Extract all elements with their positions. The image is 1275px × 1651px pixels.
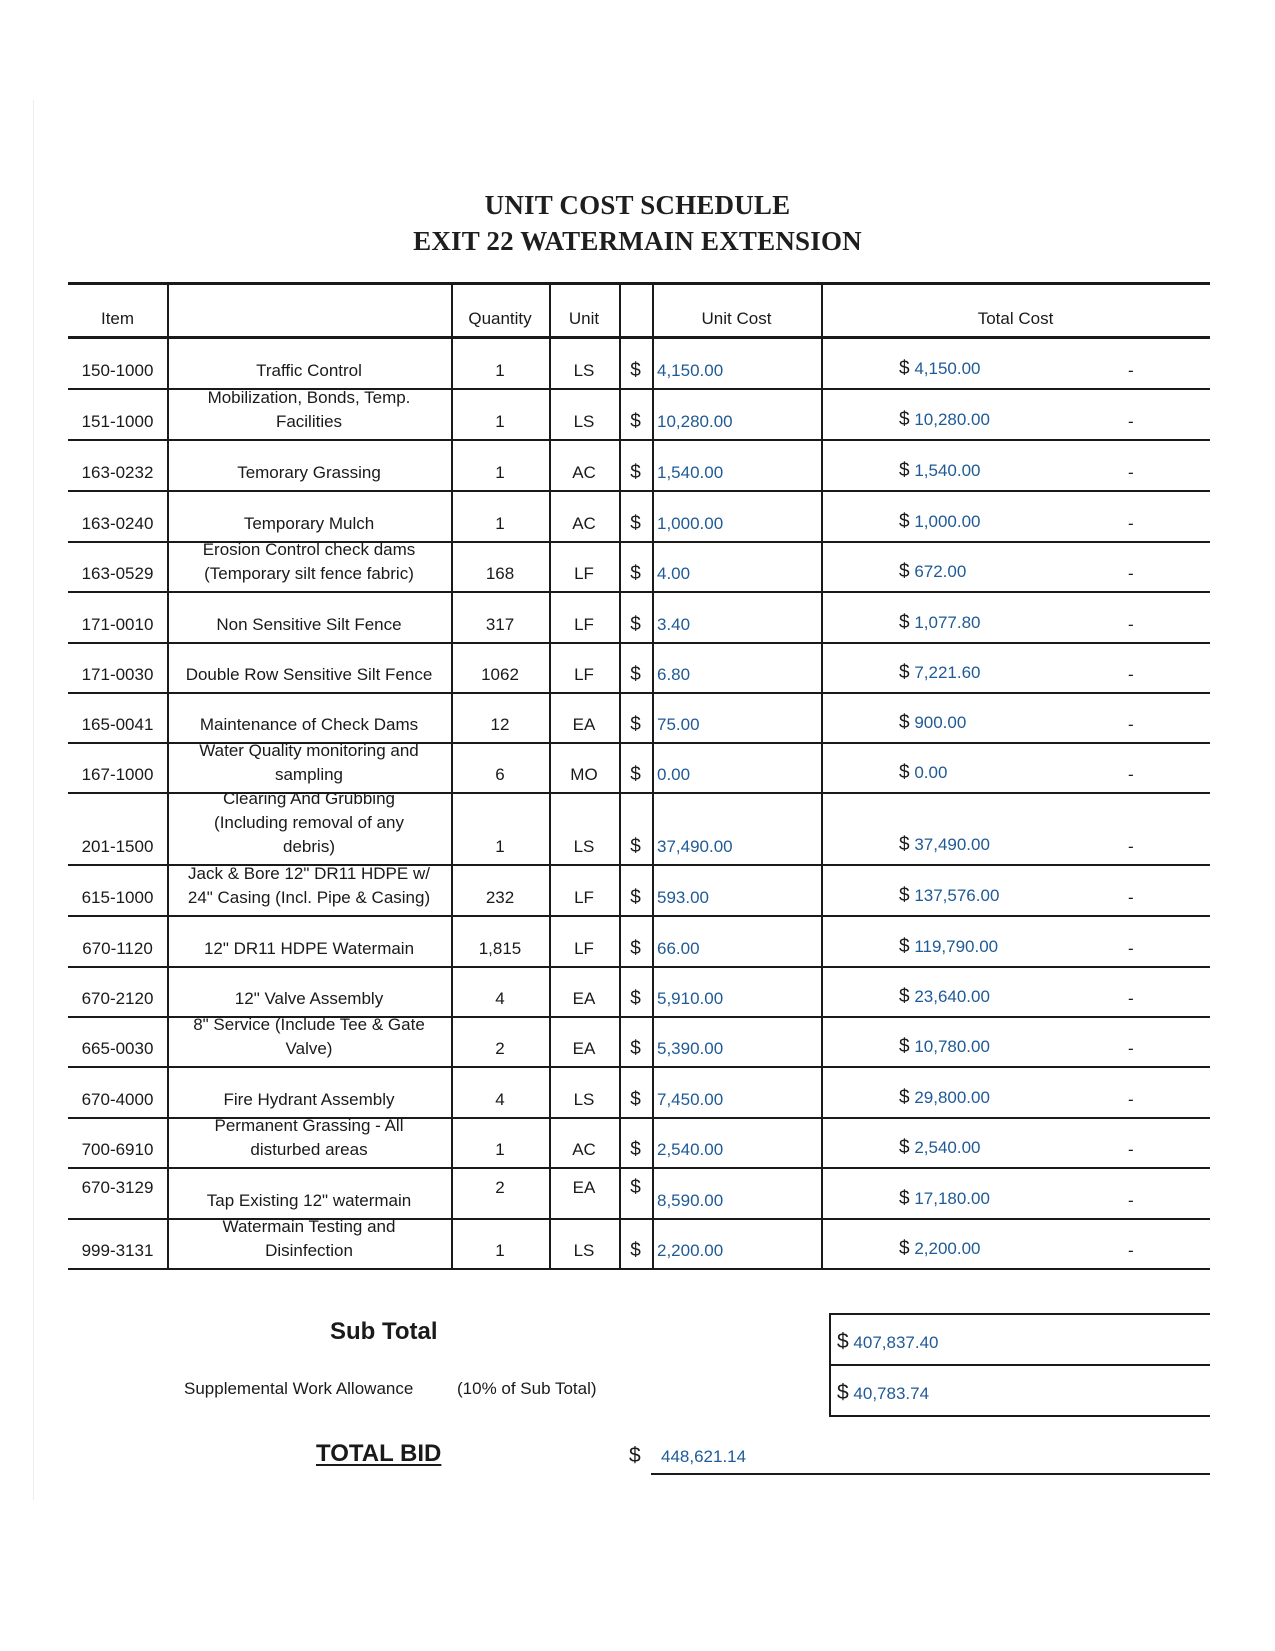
- cell-unit: LF: [574, 615, 594, 634]
- document-subtitle: EXIT 22 WATERMAIN EXTENSION: [413, 226, 862, 256]
- cell-quantity: 1: [495, 1140, 505, 1159]
- cell-description: 12" Valve Assembly: [234, 989, 384, 1008]
- row-divider: [68, 490, 1210, 492]
- cell-item-number: 670-1120: [82, 939, 153, 958]
- header-quantity: Quantity: [468, 309, 532, 328]
- row-divider: [68, 1066, 1210, 1068]
- column-divider-total-cost: [821, 282, 823, 1268]
- dollar-sign: $: [899, 1137, 910, 1158]
- cell-dash: -: [1128, 665, 1134, 684]
- cell-quantity: 4: [495, 989, 505, 1008]
- dollar-sign: $: [899, 460, 910, 481]
- cell-currency-symbol: $: [630, 1089, 641, 1110]
- row-divider: [68, 915, 1210, 917]
- dollar-sign: $: [899, 662, 910, 683]
- total-bid-underline: [651, 1473, 1210, 1475]
- cell-dash: -: [1128, 1241, 1134, 1260]
- dollar-sign: $: [899, 762, 910, 783]
- cell-item-number: 165-0041: [81, 715, 154, 734]
- cell-unit: MO: [570, 765, 598, 784]
- cell-total-cost: [899, 1137, 981, 1159]
- cell-description: Tap Existing 12" watermain: [206, 1191, 412, 1210]
- dollar-sign: $: [899, 834, 910, 855]
- cell-description: disturbed areas: [250, 1140, 368, 1159]
- cell-total-cost: [899, 834, 990, 856]
- cell-dash: -: [1128, 1039, 1134, 1058]
- header-unit: Unit: [568, 309, 600, 328]
- cell-dash: -: [1128, 1140, 1134, 1159]
- row-divider: [68, 692, 1210, 694]
- dollar-sign: $: [837, 1330, 849, 1353]
- cell-unit: LS: [573, 1241, 595, 1260]
- cell-item-number: 167-1000: [81, 765, 154, 784]
- cell-unit-cost: 75.00: [657, 715, 700, 734]
- cell-unit: EA: [572, 989, 596, 1008]
- cell-total-cost: [899, 1238, 981, 1260]
- cell-dash: -: [1128, 514, 1134, 533]
- cell-description: Non Sensitive Silt Fence: [216, 615, 402, 634]
- cell-currency-symbol: $: [630, 1240, 641, 1261]
- row-divider: [68, 966, 1210, 968]
- cell-unit: LS: [573, 1090, 595, 1109]
- swa-label: Supplemental Work Allowance: [184, 1379, 414, 1398]
- cell-total-cost: [899, 936, 998, 958]
- cell-item-number: 163-0240: [81, 514, 154, 533]
- cell-unit: LS: [573, 837, 595, 856]
- cell-total-cost: [899, 662, 981, 684]
- cell-currency-symbol: $: [630, 513, 641, 534]
- dollar-sign: $: [899, 986, 910, 1007]
- cell-description: debris): [283, 837, 335, 856]
- cell-description: Erosion Control check dams: [202, 540, 416, 559]
- cell-unit-cost: 7,450.00: [657, 1090, 724, 1109]
- cell-description: Valve): [285, 1039, 333, 1058]
- cell-item-number: 163-0232: [81, 463, 154, 482]
- cell-item-number: 163-0529: [81, 564, 154, 583]
- cell-quantity: 4: [495, 1090, 505, 1109]
- dollar-sign: $: [899, 612, 910, 633]
- cell-total-cost: [899, 1036, 990, 1058]
- cell-item-number: 700-6910: [81, 1140, 154, 1159]
- cell-currency-symbol: $: [630, 462, 641, 483]
- total-cost-amount: 137,576.00: [914, 886, 1000, 905]
- cell-quantity: 1: [495, 514, 505, 533]
- cell-currency-symbol: $: [630, 1139, 641, 1160]
- cell-description: (Temporary silt fence fabric): [204, 564, 414, 583]
- cell-description: Disinfection: [265, 1241, 353, 1260]
- cell-dash: -: [1128, 1191, 1134, 1210]
- cell-description: Jack & Bore 12" DR11 HDPE w/: [188, 864, 430, 883]
- cell-total-cost: [899, 612, 981, 634]
- subtotal-box-top: [829, 1313, 1210, 1315]
- row-divider: [68, 439, 1210, 441]
- cell-currency-symbol: $: [630, 563, 641, 584]
- cell-quantity: 12: [490, 715, 510, 734]
- cell-unit: LF: [574, 564, 594, 583]
- cell-unit-cost: 1,000.00: [657, 514, 724, 533]
- total-cost-amount: 672.00: [914, 562, 967, 581]
- cell-dash: -: [1128, 615, 1134, 634]
- cell-unit-cost: 4.00: [657, 564, 691, 583]
- dollar-sign: $: [899, 511, 910, 532]
- cell-description: Maintenance of Check Dams: [199, 715, 419, 734]
- cell-total-cost: [899, 762, 947, 784]
- cell-description: 8" Service (Include Tee & Gate: [193, 1015, 425, 1034]
- table-top-rule: [68, 282, 1210, 285]
- cell-description: Temporary Mulch: [243, 514, 375, 533]
- subtotal-value: [837, 1330, 939, 1354]
- total-cost-amount: 23,640.00: [914, 987, 990, 1006]
- column-divider-unit-cost: [652, 282, 654, 1268]
- cell-unit-cost: 8,590.00: [657, 1191, 724, 1210]
- total-cost-amount: 10,780.00: [914, 1037, 990, 1056]
- cell-total-cost: [899, 511, 981, 533]
- scan-edge: [33, 100, 34, 1500]
- cell-unit: LS: [573, 361, 595, 380]
- dollar-sign: $: [899, 885, 910, 906]
- cell-unit-cost: 3.40: [657, 615, 691, 634]
- total-cost-amount: 900.00: [914, 713, 967, 732]
- total-cost-amount: 10,280.00: [914, 410, 990, 429]
- cell-quantity: 1: [495, 837, 505, 856]
- cell-currency-symbol: $: [630, 614, 641, 635]
- cell-description: 24" Casing (Incl. Pipe & Casing): [187, 888, 431, 907]
- cell-description: Double Row Sensitive Silt Fence: [185, 665, 433, 684]
- cell-unit-cost: 6.80: [657, 665, 691, 684]
- cell-unit-cost: 0.00: [657, 765, 691, 784]
- cell-dash: -: [1128, 715, 1134, 734]
- cell-item-number: 999-3131: [81, 1241, 154, 1260]
- cell-unit-cost: 66.00: [657, 939, 700, 958]
- dollar-sign: $: [899, 358, 910, 379]
- cell-currency-symbol: $: [630, 1177, 641, 1198]
- total-bid-label: TOTAL BID: [316, 1440, 442, 1467]
- cell-unit-cost: 593.00: [657, 888, 709, 907]
- cell-description: Fire Hydrant Assembly: [223, 1090, 395, 1109]
- cell-quantity: 317: [485, 615, 515, 634]
- cell-unit-cost: 5,390.00: [657, 1039, 724, 1058]
- cell-unit: AC: [572, 463, 596, 482]
- dollar-sign: $: [899, 561, 910, 582]
- dollar-sign: $: [899, 712, 910, 733]
- cell-dash: -: [1128, 989, 1134, 1008]
- cell-dash: -: [1128, 463, 1134, 482]
- cell-unit: LS: [573, 412, 595, 431]
- cell-quantity: 232: [485, 888, 515, 907]
- cell-total-cost: [899, 358, 981, 380]
- subtotal-box-bottom: [829, 1415, 1210, 1417]
- cell-item-number: 665-0030: [81, 1039, 154, 1058]
- row-divider: [68, 642, 1210, 644]
- swa-amount: 40,783.74: [853, 1384, 930, 1403]
- total-cost-amount: 2,540.00: [914, 1138, 981, 1157]
- cell-description: Clearing And Grubbing: [222, 789, 395, 808]
- cell-unit-cost: 10,280.00: [657, 412, 733, 431]
- cell-unit-cost: 37,490.00: [657, 837, 733, 856]
- cell-currency-symbol: $: [630, 988, 641, 1009]
- dollar-sign: $: [837, 1381, 849, 1404]
- cell-item-number: 615-1000: [81, 888, 154, 907]
- total-bid-dollar: $: [629, 1444, 641, 1467]
- cell-description: Permanent Grassing - All: [214, 1116, 404, 1135]
- cell-currency-symbol: $: [630, 938, 641, 959]
- header-total-cost: Total Cost: [977, 309, 1054, 328]
- cell-dash: -: [1128, 1090, 1134, 1109]
- cell-dash: -: [1128, 361, 1134, 380]
- cell-quantity: 1,815: [478, 939, 522, 958]
- cell-total-cost: [899, 561, 966, 583]
- cell-item-number: 171-0010: [81, 615, 154, 634]
- cell-unit: LF: [574, 939, 594, 958]
- cell-description: Facilities: [275, 412, 343, 431]
- total-cost-amount: 7,221.60: [914, 663, 981, 682]
- cell-quantity: 1: [495, 1241, 505, 1260]
- cell-unit-cost: 1,540.00: [657, 463, 724, 482]
- cell-quantity: 2: [495, 1178, 505, 1197]
- cell-dash: -: [1128, 564, 1134, 583]
- cell-currency-symbol: $: [630, 664, 641, 685]
- total-cost-amount: 1,000.00: [914, 512, 981, 531]
- cell-item-number: 151-1000: [81, 412, 154, 431]
- document-title: UNIT COST SCHEDULE: [484, 190, 791, 220]
- cell-unit-cost: 2,200.00: [657, 1241, 724, 1260]
- cell-quantity: 1: [495, 361, 505, 380]
- total-cost-amount: 119,790.00: [914, 937, 999, 956]
- cell-unit: EA: [572, 1039, 596, 1058]
- dollar-sign: $: [899, 1036, 910, 1057]
- cell-unit: EA: [572, 1178, 596, 1197]
- cell-item-number: 201-1500: [81, 837, 154, 856]
- cell-description: (Including removal of any: [214, 813, 404, 832]
- cell-quantity: 2: [495, 1039, 505, 1058]
- cell-item-number: 670-2120: [81, 989, 154, 1008]
- cell-currency-symbol: $: [630, 764, 641, 785]
- subtotal-amount: 407,837.40: [853, 1333, 939, 1352]
- total-bid-value: 448,621.14: [661, 1447, 747, 1466]
- cell-dash: -: [1128, 939, 1134, 958]
- cell-total-cost: [899, 986, 990, 1008]
- total-cost-amount: 0.00: [914, 763, 948, 782]
- total-cost-amount: 17,180.00: [914, 1189, 990, 1208]
- cell-unit: LF: [574, 888, 594, 907]
- cell-total-cost: [899, 1087, 990, 1109]
- cell-description: Water Quality monitoring and: [199, 741, 419, 760]
- cell-quantity: 6: [495, 765, 505, 784]
- total-cost-amount: 4,150.00: [914, 359, 981, 378]
- cell-dash: -: [1128, 412, 1134, 431]
- cell-quantity: 1: [495, 463, 505, 482]
- header-unit-cost: Unit Cost: [701, 309, 772, 328]
- header-bottom-rule: [68, 336, 1210, 339]
- cell-total-cost: [899, 1188, 990, 1210]
- cell-item-number: 171-0030: [81, 665, 154, 684]
- cell-unit-cost: 5,910.00: [657, 989, 724, 1008]
- cell-description: Mobilization, Bonds, Temp.: [207, 388, 411, 407]
- cell-quantity: 1: [495, 412, 505, 431]
- cell-currency-symbol: $: [630, 411, 641, 432]
- dollar-sign: $: [899, 1087, 910, 1108]
- cell-currency-symbol: $: [630, 887, 641, 908]
- cell-currency-symbol: $: [630, 836, 641, 857]
- swa-note: (10% of Sub Total): [457, 1379, 597, 1398]
- cell-dash: -: [1128, 837, 1134, 856]
- cell-quantity: 168: [485, 564, 515, 583]
- cell-total-cost: [899, 885, 999, 907]
- dollar-sign: $: [899, 936, 910, 957]
- row-divider: [68, 591, 1210, 593]
- cell-item-number: 670-3129: [81, 1178, 154, 1197]
- total-cost-amount: 2,200.00: [914, 1239, 981, 1258]
- cell-unit: LF: [574, 665, 594, 684]
- dollar-sign: $: [899, 409, 910, 430]
- row-divider: [68, 1268, 1210, 1270]
- subtotal-label: Sub Total: [330, 1318, 438, 1345]
- total-cost-amount: 29,800.00: [914, 1088, 990, 1107]
- cell-total-cost: [899, 712, 966, 734]
- cell-quantity: 1062: [481, 665, 519, 684]
- cell-item-number: 670-4000: [81, 1090, 154, 1109]
- cell-description: sampling: [274, 765, 344, 784]
- cell-currency-symbol: $: [630, 1038, 641, 1059]
- cell-description: Temorary Grassing: [237, 463, 381, 482]
- cell-description: Watermain Testing and: [222, 1217, 396, 1236]
- total-cost-amount: 1,077.80: [914, 613, 981, 632]
- total-cost-amount: 1,540.00: [914, 461, 981, 480]
- cell-unit-cost: 4,150.00: [657, 361, 724, 380]
- cell-currency-symbol: $: [630, 714, 641, 735]
- cell-total-cost: [899, 409, 990, 431]
- cell-currency-symbol: $: [630, 360, 641, 381]
- cell-dash: -: [1128, 765, 1134, 784]
- dollar-sign: $: [899, 1188, 910, 1209]
- row-divider: [68, 1167, 1210, 1169]
- cell-total-cost: [899, 460, 981, 482]
- dollar-sign: $: [899, 1238, 910, 1259]
- cell-unit: AC: [572, 1140, 596, 1159]
- header-item: Item: [100, 309, 135, 328]
- cell-dash: -: [1128, 888, 1134, 907]
- total-cost-amount: 37,490.00: [914, 835, 990, 854]
- cell-unit: AC: [572, 514, 596, 533]
- cell-unit: EA: [572, 715, 596, 734]
- cell-description: Traffic Control: [256, 361, 362, 380]
- swa-value: [837, 1381, 929, 1405]
- cell-item-number: 150-1000: [81, 361, 154, 380]
- cell-unit-cost: 2,540.00: [657, 1140, 724, 1159]
- cell-description: 12" DR11 HDPE Watermain: [203, 939, 415, 958]
- subtotal-box-divider: [829, 1364, 1210, 1366]
